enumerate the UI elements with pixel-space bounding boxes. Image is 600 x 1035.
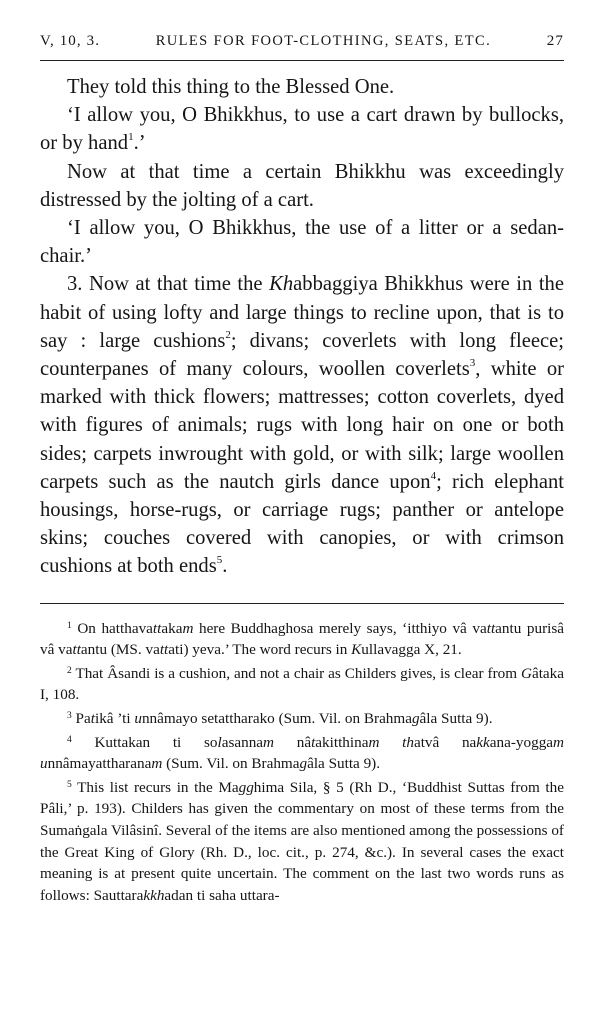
header-rule: [40, 60, 564, 61]
footnotes: [40, 618, 564, 907]
paragraph-3: Now at that time a certain Bhikkhu was exceedingly distressed by the jolting of a cart.: [40, 160, 564, 211]
running-title: RULES FOR FOOT-CLOTHING, SEATS, ETC.: [155, 33, 492, 49]
footnote-3: $^3$ Patikâ ’ti unnâmayo setattharako (Sum. Vil. on Brahmagâla Sutta 9).: [67, 710, 493, 728]
page-number: 27: [546, 33, 564, 49]
book-page: [40, 26, 564, 908]
footnote-1: $^1$ On hatthavattakam here Buddhaghosa merely says, ‘itthiyo vâ vattantu purisâ vâ vattantu (MS. vattati) yeva.’ The word recurs in Kullavagga X, 21.: [40, 619, 565, 659]
paragraph-2: ‘I allow you, O Bhikkhus, to use a cart drawn by bullocks, or by hand$^1$.’: [40, 104, 564, 155]
footnote-ref-3: 3: [469, 357, 476, 370]
main-text: [40, 73, 564, 581]
footnote-ref-4: 4: [430, 469, 437, 482]
paragraph-1: They told this thing to the Blessed One.: [67, 76, 395, 98]
paragraph-4: ‘I allow you, O Bhikkhus, the use of a litter or a sedan-chair.’: [40, 217, 564, 268]
footnote-4: $^4$ Kuttakan ti solasannam nâtakitthinam thatvâ nakkana-yoggam unnâmayattharanam (Sum. Vil. on Brahmagâla Sutta 9).: [40, 733, 564, 773]
footnote-rule: [40, 603, 564, 604]
section-reference: V, 10, 3.: [40, 33, 101, 49]
running-header: [40, 26, 564, 56]
footnote-ref-1: 1: [128, 131, 134, 144]
footnote-5: $^5$ This list recurs in the Magghima Sila, § 5 (Rh D., ‘Buddhist Suttas from the Pâli,’ p. 193). Childers has given the commentary on most of these terms from the Sumaṅgala Vilâsinî. Several of the items are also mentioned among the possessions of the Great King of Glory (Rh. D., loc. cit., p. 274, &c.). In several cases the exact meaning is at present quite uncertain. The comment on the last two words runs as follows: Sauttarakkhadan ti saha uttara-: [40, 778, 564, 904]
paragraph-5: 3. Now at that time the Khabbaggiya Bhikkhus were in the habit of using lofty and large things to recline upon, that is to say : large cushions$^2$; divans; coverlets with long fleece; counterpanes of many colours, woollen coverlets$^3$, white or marked with thick flowers; mattresses; cotton coverlets, dyed with figures of animals; rugs with long hair on one or both sides; carpets inwrought with gold, or with silk; large woollen carpets such as the nautch girls dance upon$^4$; rich elephant housings, horse-rugs, or carriage rugs; panther or antelope skins; couches covered with canopies, or with crimson cushions at both ends$^5$.: [40, 273, 565, 578]
footnote-2: $^2$ That Âsandi is a cushion, and not a chair as Childers gives, is clear from Gâtaka I, 108.: [40, 664, 565, 704]
footnote-ref-2: 2: [225, 328, 231, 341]
footnote-ref-5: 5: [216, 554, 223, 567]
